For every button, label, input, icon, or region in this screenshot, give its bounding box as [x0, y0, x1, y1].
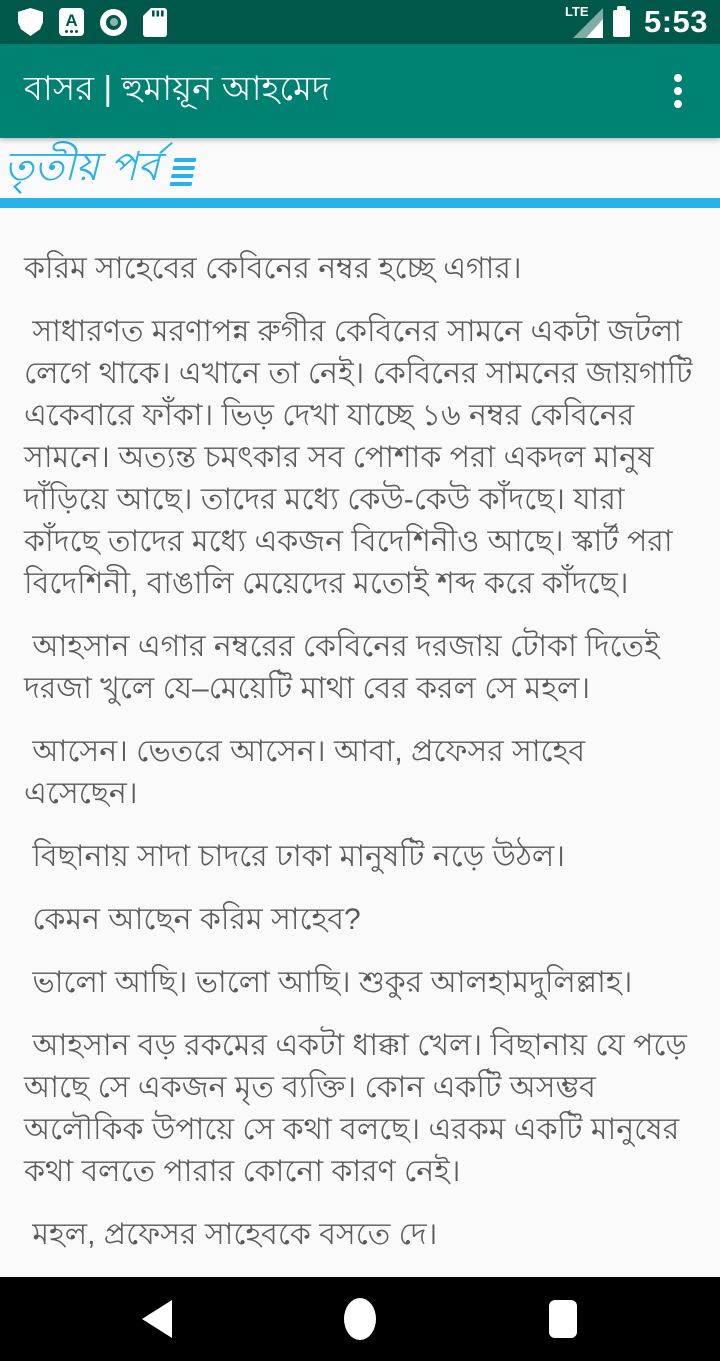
paragraph: বিছানায় সাদা চাদরে ঢাকা মানুষটি নড়ে উঠল। — [24, 840, 565, 873]
section-title: তৃতীয় পর্ব — [4, 145, 160, 189]
clock: 5:53 — [643, 4, 708, 39]
status-bar-right — [564, 4, 708, 40]
autofill-a-icon: A — [59, 8, 84, 36]
paragraph: মহল, প্রফেসর সাহেবকে বসতে দে। — [24, 1218, 438, 1251]
app-title: বাসর | হুমায়ূন আহমেদ — [24, 69, 330, 108]
back-icon[interactable] — [142, 1300, 172, 1338]
app-bar — [0, 44, 720, 138]
signal-icon — [564, 4, 605, 40]
paragraph: ভালো আছি। ভালো আছি। শুকুর আলহামদুলিল্লাহ। — [24, 966, 633, 999]
sdcard-icon — [143, 8, 168, 37]
paragraph: আসেন। ভেতরে আসেন। আবা, প্রফেসর সাহেব এসেছেন। — [24, 735, 594, 810]
status-bar-left-icons — [18, 8, 168, 37]
paragraph: কেমন আছেন করিম সাহেব? — [24, 903, 361, 936]
network-type-label: LTE — [564, 4, 589, 19]
justify-lines-icon — [169, 158, 196, 186]
paragraph: আহসান এগার নম্বরের কেবিনের দরজায় টোকা দিতেই দরজা খুলে যে–মেয়েটি মাথা বের করল সে মহল। — [24, 630, 668, 705]
paragraph: আহসান বড় রকমের একটা ধাক্কা খেল। বিছানায় যে পড়ে আছে সে একজন মৃত ব্যক্তি। কোন একটি অসম্ভব অলৌকিক উপায়ে সে কথা বলছে। এরকম একটি মানুষের কথা বলতে পারার কোনো কারণ নেই। — [24, 1029, 696, 1188]
section-header — [0, 138, 720, 192]
status-bar — [0, 0, 720, 44]
home-icon[interactable] — [344, 1298, 376, 1340]
paragraph: করিম সাহেবের কেবিনের নম্বর হচ্ছে এগার। — [24, 252, 522, 285]
navigation-bar — [0, 1277, 720, 1361]
overflow-menu-icon[interactable] — [654, 61, 702, 121]
recents-icon[interactable] — [549, 1300, 577, 1338]
section-divider — [0, 198, 720, 208]
disc-icon — [100, 9, 127, 36]
paragraph: সাধারণত মরণাপন্ন রুগীর কেবিনের সামনে একটা জটলা লেগে থাকে। এখানে তা নেই। কেবিনের সামনের জায়গাটি একেবারে ফাঁকা। ভিড় দেখা যাচ্ছে ১৬ নম্বর কেবিনের সামনে। অত্যন্ত চমৎকার সব পোশাক পরা একদল মানুষ দাঁড়িয়ে আছে। তাদের মধ্যে কেউ-কেউ কাঁদছে। যারা কাঁদছে তাদের মধ্যে একজন বিদেশিনীও আছে। স্কার্ট পরা বিদেশিনী, বাঙালি মেয়েদের মতোই শব্দ করে কাঁদছে। — [24, 315, 701, 600]
shield-icon — [18, 8, 43, 36]
reader-content[interactable] — [0, 138, 720, 1277]
battery-icon — [613, 10, 630, 37]
story-text — [0, 208, 720, 1256]
